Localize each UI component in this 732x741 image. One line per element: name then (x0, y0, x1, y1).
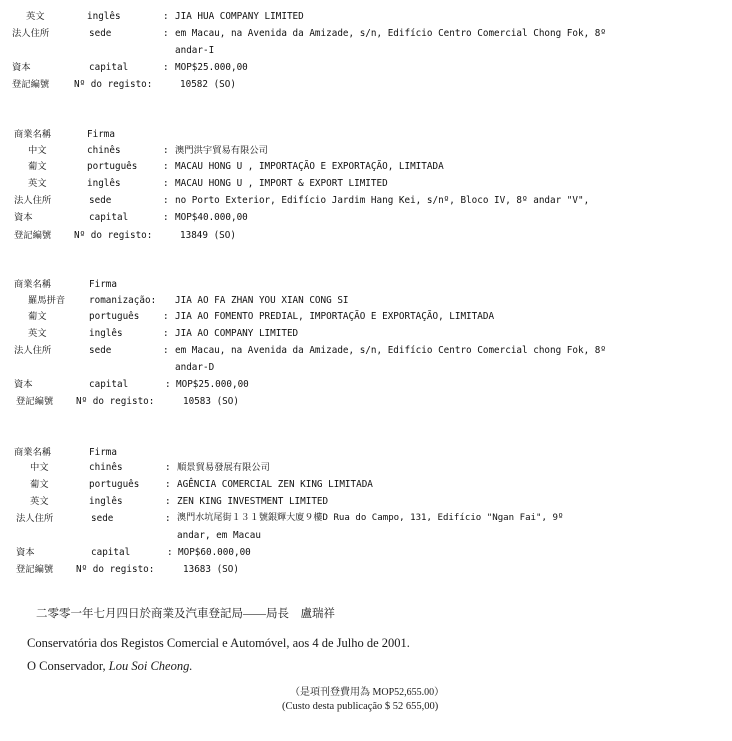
field-separator: : (167, 547, 173, 558)
field-value: 順景貿易發展有限公司 (177, 462, 270, 473)
conservador-prefix: O Conservador, (27, 659, 106, 673)
field-value-continuation: andar-D (175, 362, 215, 373)
field-value: 澳門水坑尾街１３１號銀輝大廈９樓D Rua do Campo, 131, Edifício "Ngan Fai", 9º (177, 513, 564, 523)
field-value: no Porto Exterior, Edifício Jardim Hang Kei, s/nº, Bloco IV, 8º andar "V", (175, 195, 590, 206)
field-label-pt: português (87, 161, 138, 172)
field-separator: : (165, 479, 171, 490)
field-label-cn: 商業名稱 (14, 129, 52, 140)
signature-line-pt: Conservatória dos Registos Comercial e Automóvel, aos 4 de Julho de 2001. (27, 636, 410, 650)
field-label-cn: 中文 (30, 462, 49, 473)
field-separator: : (163, 62, 169, 73)
field-label-pt: Nº do registo: (76, 396, 155, 407)
field-label-cn: 英文 (30, 496, 49, 507)
field-value: JIA HUA COMPANY LIMITED (175, 11, 304, 22)
conservador-line (27, 659, 192, 674)
field-label-pt: sede (89, 28, 112, 39)
field-value: JIA AO FOMENTO PREDIAL, IMPORTAÇÃO E EXPORTAÇÃO, LIMITADA (175, 311, 495, 322)
field-value: JIA AO FA ZHAN YOU XIAN CONG SI (175, 295, 349, 306)
field-label-cn: 資本 (14, 212, 33, 223)
field-value: MACAU HONG U , IMPORTAÇÃO E EXPORTAÇÃO, LIMITADA (175, 161, 444, 172)
field-label-pt: chinês (89, 462, 123, 473)
field-label-pt: capital (89, 379, 129, 390)
field-label-pt: português (89, 479, 140, 490)
field-separator: : (163, 11, 169, 22)
field-separator: : (163, 345, 169, 356)
field-value: MOP$60.000,00 (178, 547, 251, 558)
field-label-pt: Nº do registo: (76, 564, 155, 575)
field-label-pt: capital (91, 547, 131, 558)
field-label-cn: 中文 (28, 145, 47, 156)
field-separator: : (165, 462, 171, 473)
field-value: ZEN KING INVESTMENT LIMITED (177, 496, 329, 507)
field-label-cn: 登記編號 (14, 230, 52, 241)
field-label-cn: 英文 (28, 328, 47, 339)
field-value: 13683 (SO) (183, 564, 239, 575)
field-separator: : (163, 311, 169, 322)
field-label-cn: 羅馬拼音 (28, 295, 66, 306)
field-label-pt: português (89, 311, 140, 322)
field-separator: : (163, 212, 169, 223)
field-label-cn: 商業名稱 (14, 447, 52, 458)
field-label-cn: 資本 (14, 379, 33, 390)
conservador-name: Lou Soi Cheong. (108, 659, 193, 673)
field-separator: : (163, 328, 169, 339)
field-label-cn: 商業名稱 (14, 279, 52, 290)
field-value-continuation: andar-I (175, 45, 215, 56)
field-value: 13849 (SO) (180, 230, 236, 241)
publication-cost-pt: (Custo desta publicação $ 52 655,00) (282, 701, 439, 712)
field-value: JIA AO COMPANY LIMITED (175, 328, 299, 339)
field-value: em Macau, na Avenida da Amizade, s/n, Edifício Centro Comercial chong Fok, 8º (175, 345, 606, 356)
field-label-pt: capital (89, 212, 129, 223)
field-label-cn: 資本 (12, 62, 31, 73)
field-label-cn: 葡文 (28, 311, 47, 322)
field-label-pt: Nº do registo: (74, 79, 153, 90)
field-value: 澳門洪宇貿易有限公司 (175, 145, 268, 156)
field-label-pt: capital (89, 62, 129, 73)
field-label-cn: 資本 (16, 547, 35, 558)
field-label-pt: Firma (89, 447, 117, 458)
field-label-cn: 法人住所 (14, 195, 52, 206)
field-value-continuation: andar, em Macau (177, 530, 261, 541)
field-separator: : (163, 28, 169, 39)
field-label-pt: Firma (89, 279, 117, 290)
field-separator: : (163, 145, 169, 156)
field-label-pt: chinês (87, 145, 121, 156)
field-value: 10583 (SO) (183, 396, 239, 407)
field-label-pt: sede (91, 513, 114, 524)
field-label-pt: inglês (89, 328, 123, 339)
field-label-pt: Firma (87, 129, 115, 140)
field-label-pt: inglês (87, 178, 121, 189)
field-value: MOP$25.000,00 (175, 62, 248, 73)
field-label-pt: sede (89, 345, 112, 356)
field-separator: : (163, 161, 169, 172)
field-label-pt: sede (89, 195, 112, 206)
field-label-cn: 登記編號 (16, 564, 54, 575)
field-label-cn: 葡文 (28, 161, 47, 172)
field-label-pt: romanização: (89, 295, 157, 306)
field-label-cn: 葡文 (30, 479, 49, 490)
field-label-cn: 法人住所 (16, 513, 54, 524)
field-label-pt: inglês (87, 11, 121, 22)
field-separator: : (163, 195, 169, 206)
field-value: MOP$40.000,00 (175, 212, 248, 223)
field-separator: : (165, 496, 171, 507)
signature-line-cn: 二零零一年七月四日於商業及汽車登記局——局長 盧瑞祥 (36, 608, 335, 620)
field-label-cn: 法人住所 (12, 28, 50, 39)
field-value: AGÊNCIA COMERCIAL ZEN KING LIMITADA (177, 479, 373, 490)
field-separator: : (163, 178, 169, 189)
field-separator: : (165, 379, 171, 390)
field-separator: : (165, 513, 171, 524)
field-label-cn: 登記編號 (16, 396, 54, 407)
publication-cost-cn: （是項刊登費用為 MOP52,655.00） (290, 687, 445, 698)
field-label-cn: 法人住所 (14, 345, 52, 356)
field-value: 10582 (SO) (180, 79, 236, 90)
field-value: em Macau, na Avenida da Amizade, s/n, Edifício Centro Comercial Chong Fok, 8º (175, 28, 606, 39)
field-value: MACAU HONG U , IMPORT & EXPORT LIMITED (175, 178, 388, 189)
field-label-cn: 登記編號 (12, 79, 50, 90)
field-label-cn: 英文 (26, 11, 45, 22)
field-label-pt: Nº do registo: (74, 230, 153, 241)
field-label-pt: inglês (89, 496, 123, 507)
field-value: MOP$25.000,00 (176, 379, 249, 390)
field-label-cn: 英文 (28, 178, 47, 189)
